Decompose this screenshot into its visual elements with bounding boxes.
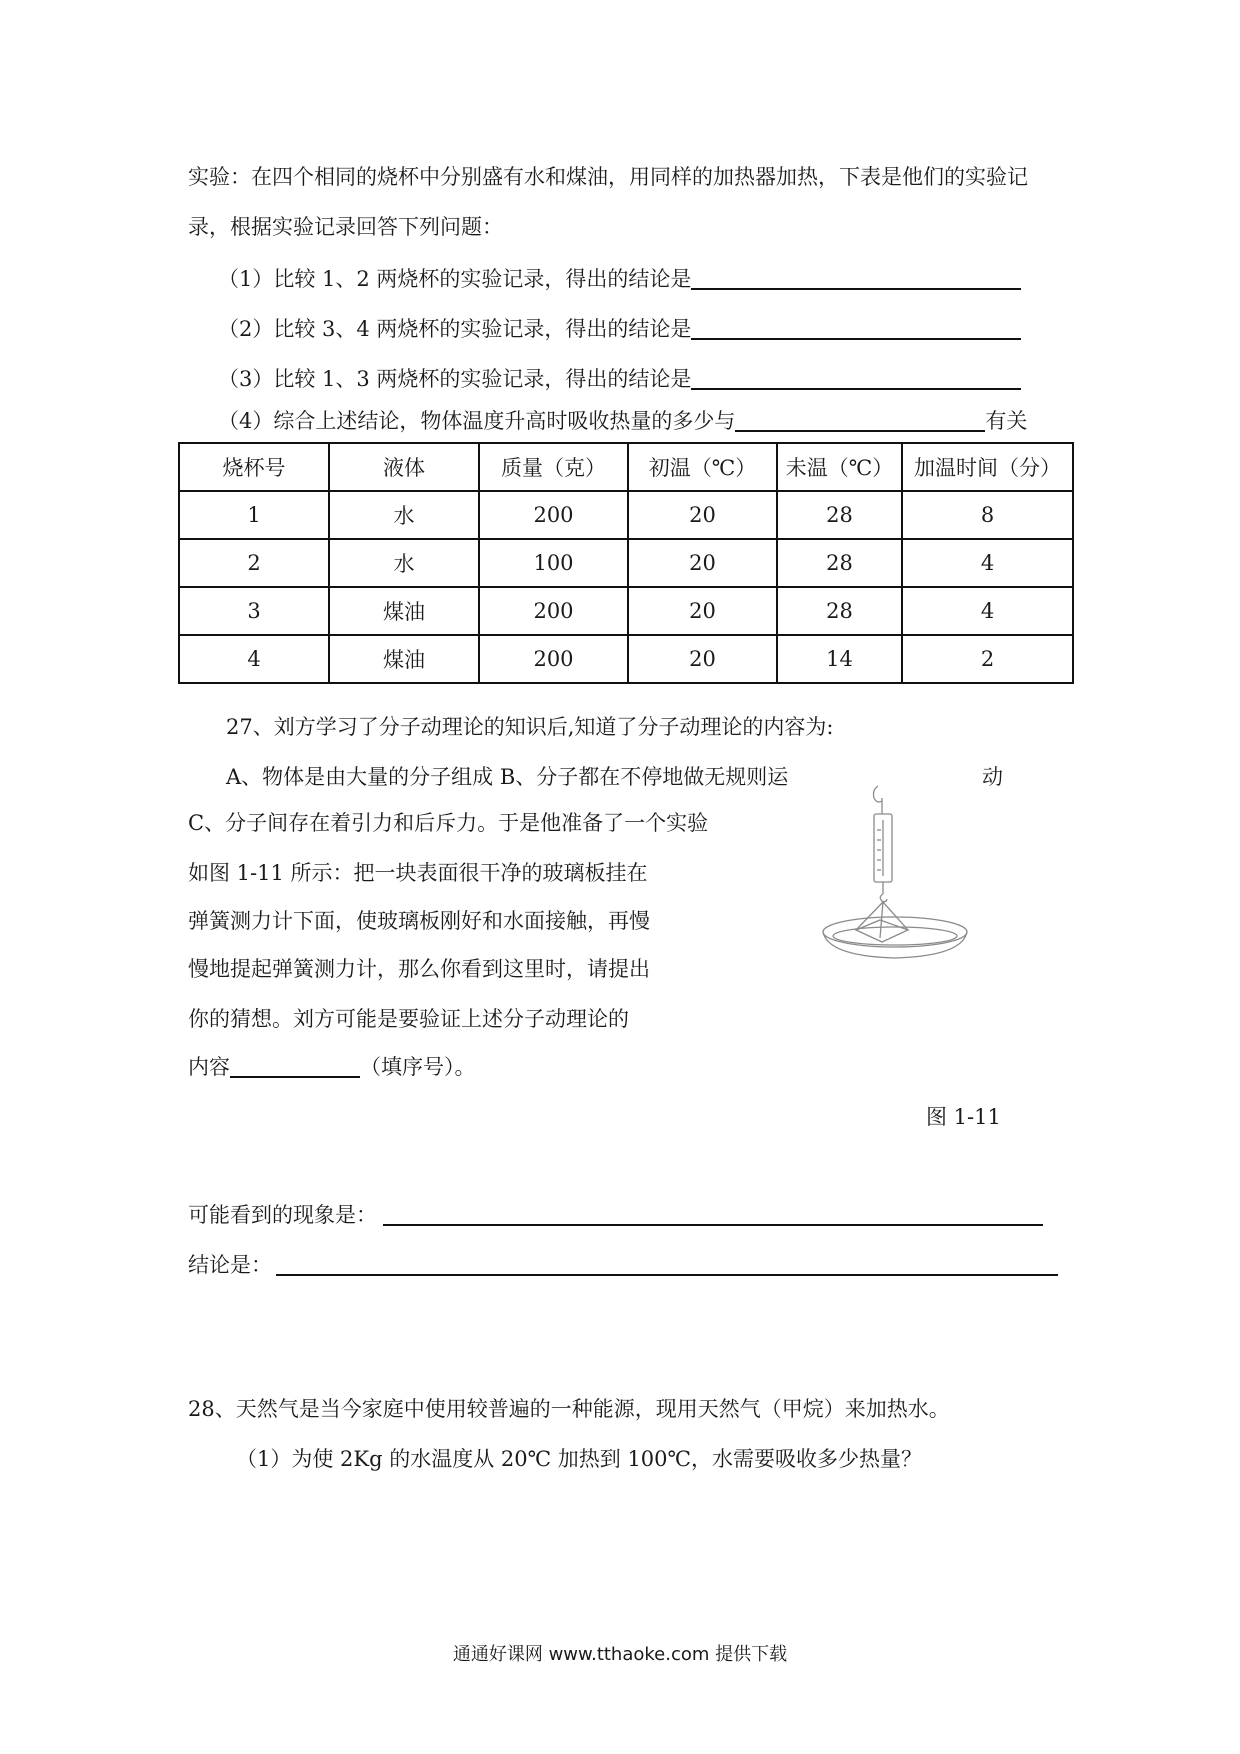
table-cell: 14 (777, 635, 902, 683)
q27-line5: 弹簧测力计下面，使玻璃板刚好和水面接触，再慢 (188, 909, 650, 933)
table-cell: 1 (179, 491, 329, 539)
question-2 (218, 314, 1021, 344)
header-beaker-no: 烧杯号 (179, 443, 329, 491)
conclusion-line (188, 1250, 1058, 1280)
q28-line2: （1）为使 2Kg 的水温度从 20℃ 加热到 100℃，水需要吸收多少热量？ (236, 1447, 923, 1471)
table-cell: 2 (902, 635, 1073, 683)
question-1-text: （1）比较 1、2 两烧杯的实验记录，得出的结论是 (218, 267, 692, 291)
header-final-temp: 未温（℃） (777, 443, 902, 491)
table-cell: 4 (902, 539, 1073, 587)
header-initial-temp: 初温（℃） (628, 443, 777, 491)
header-heating-time: 加温时间（分） (902, 443, 1073, 491)
table-header-row (179, 443, 1073, 491)
q27-line8-prefix: 内容 (188, 1055, 230, 1079)
phenomenon-answer-blank[interactable] (383, 1202, 1043, 1226)
question-3-text: （3）比较 1、3 两烧杯的实验记录，得出的结论是 (218, 367, 692, 391)
table-row (179, 491, 1073, 539)
question-1-answer-blank[interactable] (691, 266, 1021, 290)
question-4-answer-blank[interactable] (735, 408, 985, 432)
conclusion-label: 结论是： (188, 1253, 272, 1277)
table-cell: 28 (777, 491, 902, 539)
question-2-text: （2）比较 3、4 两烧杯的实验记录，得出的结论是 (218, 317, 692, 341)
table-cell: 200 (479, 491, 628, 539)
conclusion-answer-blank[interactable] (276, 1252, 1058, 1276)
q27-answer-blank[interactable] (230, 1054, 360, 1078)
page-footer: 通通好课网 www.tthaoke.com 提供下载 (452, 1644, 788, 1665)
table-cell: 200 (479, 587, 628, 635)
question-4-text: （4）综合上述结论，物体温度升高时吸收热量的多少与 (218, 409, 736, 433)
table-cell: 20 (628, 491, 777, 539)
q27-line7: 你的猜想。刘方可能是要验证上述分子动理论的 (188, 1007, 629, 1031)
experiment-record-table (178, 442, 1074, 684)
table-cell: 28 (777, 539, 902, 587)
table-cell: 水 (329, 491, 479, 539)
question-2-answer-blank[interactable] (691, 316, 1021, 340)
q27-line4: 如图 1-11 所示：把一块表面很干净的玻璃板挂在 (188, 861, 648, 885)
question-3 (218, 364, 1021, 394)
table-row (179, 587, 1073, 635)
header-mass: 质量（克） (479, 443, 628, 491)
table-cell: 4 (902, 587, 1073, 635)
phenomenon-line (188, 1200, 1043, 1230)
table-cell: 3 (179, 587, 329, 635)
q28-line1: 28、天然气是当今家庭中使用较普遍的一种能源，现用天然气（甲烷）来加热水。 (188, 1397, 950, 1421)
table-cell: 2 (179, 539, 329, 587)
table-row (179, 635, 1073, 683)
table-cell: 8 (902, 491, 1073, 539)
q27-line8-suffix: （填序号）。 (360, 1055, 476, 1079)
table-cell: 20 (628, 587, 777, 635)
table-cell: 20 (628, 635, 777, 683)
table-cell: 水 (329, 539, 479, 587)
q27-line8 (188, 1052, 476, 1082)
q27-line6: 慢地提起弹簧测力计，那么你看到这里时，请提出 (188, 957, 650, 981)
q27-line2-end: 动 (982, 765, 1003, 789)
header-liquid: 液体 (329, 443, 479, 491)
q27-line1: 27、刘方学习了分子动理论的知识后,知道了分子动理论的内容为: (226, 715, 834, 739)
spring-scale-glass-plate-figure (820, 780, 1020, 965)
question-3-answer-blank[interactable] (691, 366, 1021, 390)
table-cell: 28 (777, 587, 902, 635)
experiment-intro-line1: 实验：在四个相同的烧杯中分别盛有水和煤油，用同样的加热器加热，下表是他们的实验记 (188, 165, 1028, 189)
q27-line3: C、分子间存在着引力和后斥力。于是他准备了一个实验 (188, 811, 709, 835)
question-4 (218, 406, 1027, 436)
question-4-suffix: 有关 (985, 409, 1028, 433)
question-1 (218, 264, 1021, 294)
table-cell: 煤油 (329, 587, 479, 635)
figure-caption: 图 1-11 (926, 1105, 1001, 1129)
table-cell: 煤油 (329, 635, 479, 683)
phenomenon-label: 可能看到的现象是： (188, 1203, 377, 1227)
q27-line2: A、物体是由大量的分子组成 B、分子都在不停地做无规则运 (226, 765, 789, 789)
experiment-intro-line2: 录，根据实验记录回答下列问题： (188, 215, 503, 239)
table-cell: 4 (179, 635, 329, 683)
table-cell: 20 (628, 539, 777, 587)
table-cell: 200 (479, 635, 628, 683)
table-cell: 100 (479, 539, 628, 587)
table-row (179, 539, 1073, 587)
